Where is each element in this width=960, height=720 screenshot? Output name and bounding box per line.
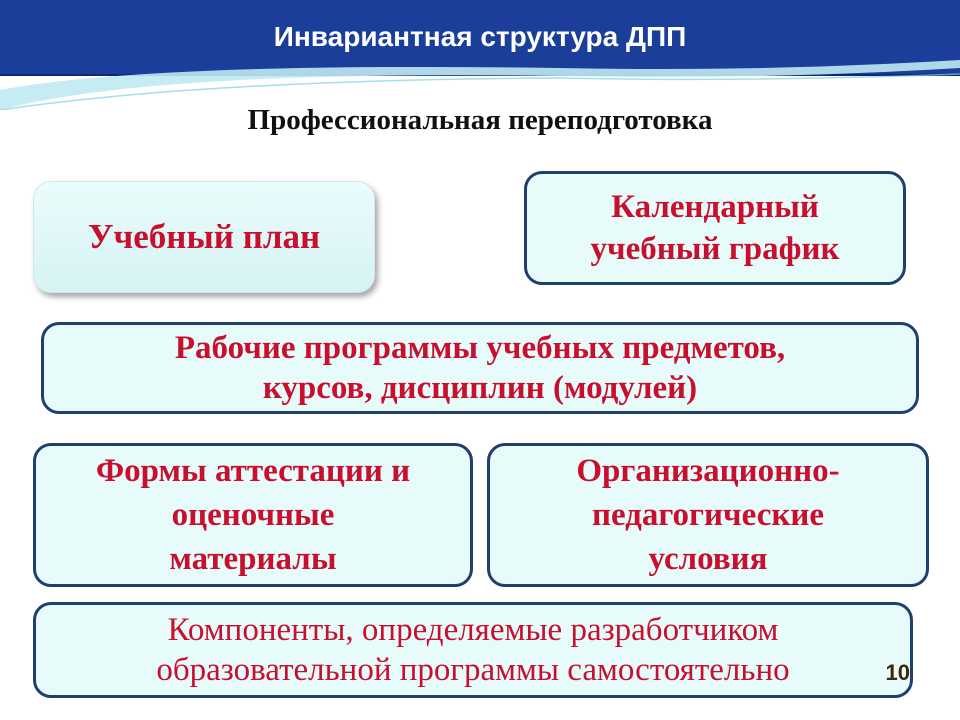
work-programs-box (41, 322, 919, 414)
calendar-schedule-label: Календарный учебный график (590, 189, 840, 267)
curriculum-label: Учебный план (87, 217, 321, 256)
calendar-schedule-box (524, 171, 906, 285)
components-box (33, 602, 913, 698)
decorative-swoosh (0, 60, 960, 110)
org-conditions-label: Организационно- педагогические условия (576, 453, 840, 577)
components-label: Компоненты, определяемые разработчиком образовательной программы самостоятельно (156, 612, 790, 688)
attestation-forms-label: Формы аттестации и оценочные материалы (95, 453, 411, 577)
slide-title: Инвариантная структура ДПП (273, 21, 687, 52)
attestation-forms-box (33, 443, 473, 587)
subtitle: Профессиональная переподготовка (247, 104, 713, 136)
curriculum-box (33, 181, 375, 293)
org-conditions-box (487, 443, 929, 587)
page-number: 10 (885, 660, 910, 685)
work-programs-label: Рабочие программы учебных предметов, курсов, дисциплин (модулей) (174, 330, 786, 406)
